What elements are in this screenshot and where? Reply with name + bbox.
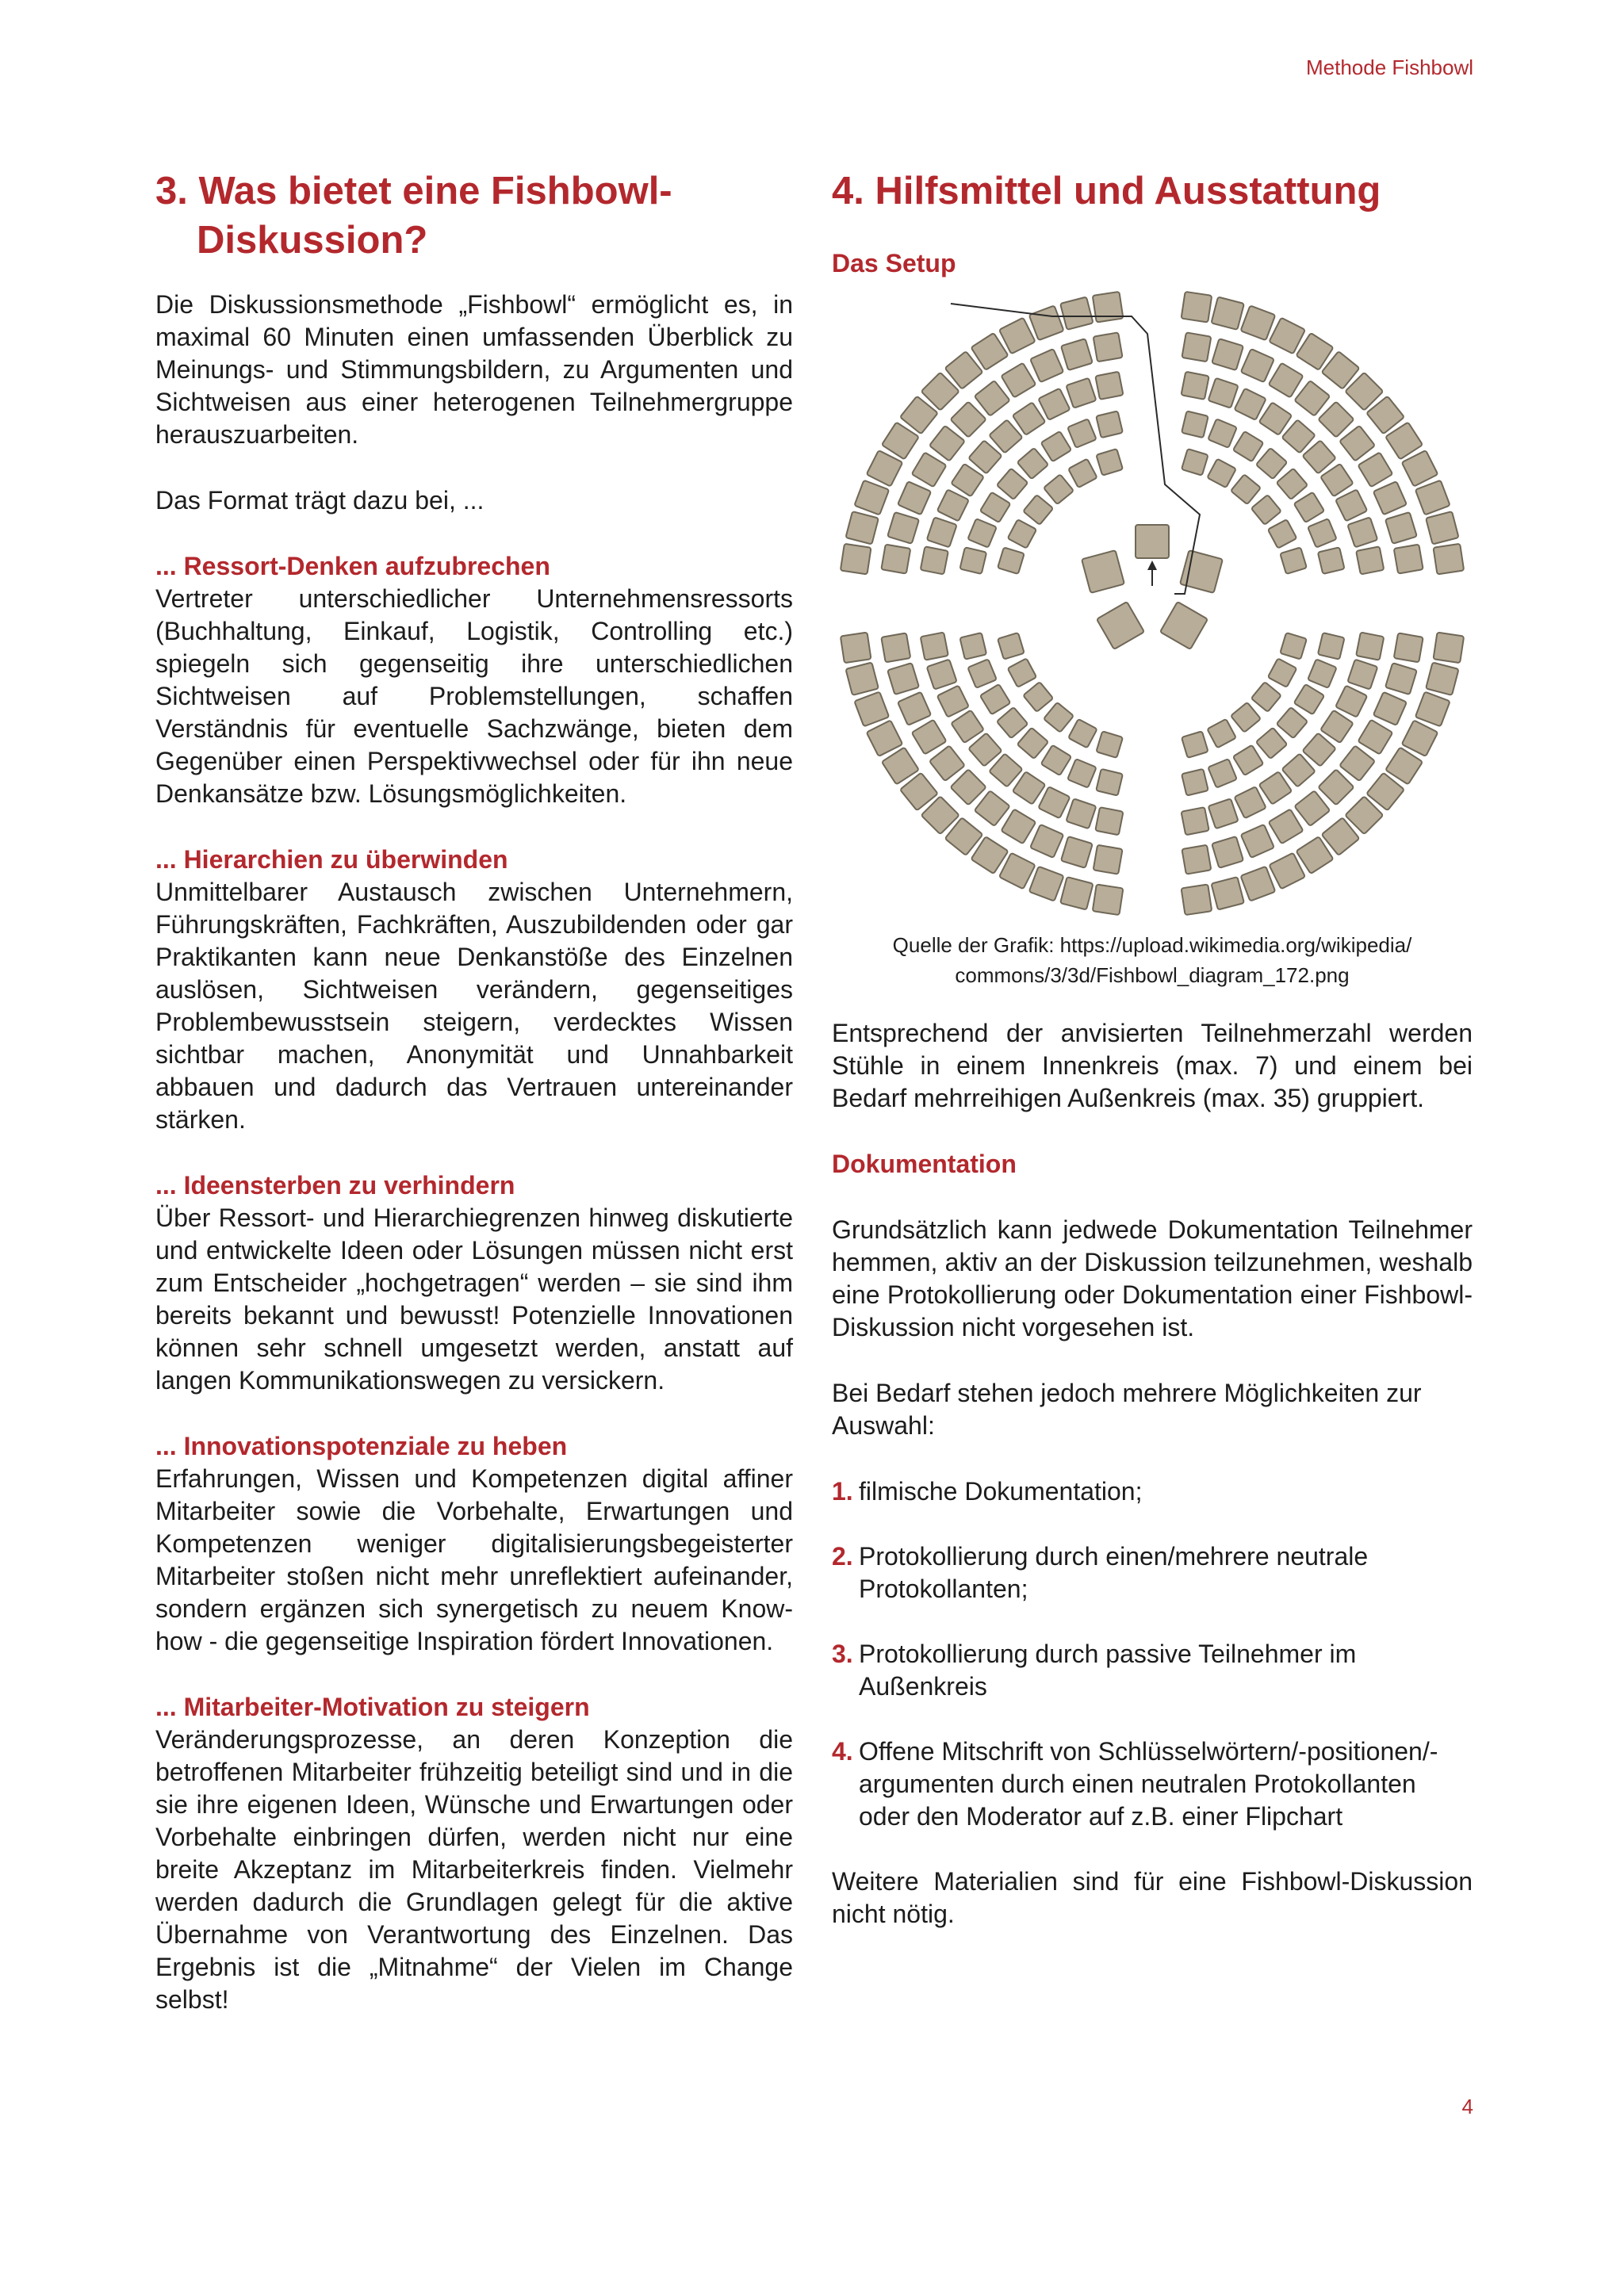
outer-chair [975, 381, 1010, 416]
running-header: Methode Fishbowl [1306, 55, 1473, 79]
outer-chair [959, 547, 986, 574]
outer-chair [1373, 692, 1407, 725]
outer-chair [1347, 660, 1377, 690]
documentation-paragraph-1: Grundsätzlich kann jedwede Dokumentation Teilnehmer hemmen, aktiv an der Diskussion teilzunehmen, weshalb eine Protokollierung oder Dokumentation einer Fishbowl-Diskussion nicht vorgesehen ist. [832, 1215, 1473, 1341]
outer-chair [1029, 305, 1064, 340]
outer-chair [1241, 349, 1274, 382]
outer-chair [1277, 707, 1308, 738]
outer-chair [951, 710, 984, 744]
benefit-text-5: Veränderungsprozesse, an deren Konzeption die betroffenen Mitarbeiter frühzeitig beteiligt sind und in die sie ihre eigenen Ideen, Wünsche und Erwartungen oder Vorbehalte einbringen dürfen, werden nicht nur eine breite Akzeptanz im Mitarbeiterkreis finden. Vielmehr werden dadurch die Grundlagen gelegt für die aktive Übernahme von Verantwortung des Einzelnen. Das Ergebnis ist die „Mitnahme“ der Vielen im Change selbst! [155, 1725, 793, 2014]
outer-chair [1233, 431, 1264, 462]
outer-chair [1415, 480, 1450, 515]
outer-chair [1358, 720, 1392, 755]
outer-chair [1030, 825, 1063, 858]
outer-chair [912, 452, 947, 487]
outer-chair [1182, 884, 1212, 915]
outer-chair [1001, 363, 1036, 398]
outer-chair [1029, 867, 1064, 901]
outer-chair [1182, 292, 1212, 323]
outer-chair [1095, 372, 1123, 400]
fishbowl-seating-diagram [832, 286, 1473, 920]
outer-chair [1280, 547, 1307, 574]
outer-chair [1044, 702, 1074, 733]
list-item-2 [832, 1540, 1473, 1605]
outer-chair [1268, 658, 1297, 687]
outer-chair [1308, 659, 1337, 688]
outer-chair [975, 790, 1010, 826]
outer-chair [1335, 489, 1367, 521]
outer-chair [1259, 771, 1293, 805]
outer-chair [921, 546, 948, 574]
outer-chair [1182, 411, 1208, 438]
outer-chair [1294, 684, 1325, 715]
outer-chair [1212, 836, 1243, 868]
outer-chair [1182, 769, 1208, 796]
outer-chair [967, 519, 997, 548]
list-text: filmische Dokumentation; [859, 1477, 1143, 1506]
outer-chair [1256, 448, 1287, 479]
outer-chair [1277, 469, 1308, 499]
caption-line-1: Quelle der Grafik: https://upload.wikimedia.org/wikipedia/ [892, 933, 1412, 957]
outer-chair [1241, 825, 1274, 858]
outer-chair [881, 633, 910, 662]
outer-chair [1067, 759, 1097, 788]
outer-chair [1041, 431, 1072, 462]
list-item-4 [832, 1735, 1473, 1833]
lead-paragraph: Das Format trägt dazu bei, ... [155, 486, 485, 515]
outer-chair [1060, 877, 1093, 909]
outer-chair [980, 684, 1011, 715]
outer-chair [1268, 519, 1297, 549]
outer-chair [927, 660, 957, 690]
inner-chair [1136, 525, 1169, 558]
outer-chair [1318, 401, 1354, 437]
outer-chair [1231, 474, 1261, 504]
outer-chair [1182, 845, 1211, 874]
outer-chair [1096, 769, 1123, 796]
outer-chair [1433, 544, 1464, 575]
outer-chair [841, 633, 871, 664]
outer-chair [1017, 728, 1048, 759]
outer-chair [980, 492, 1011, 523]
outer-chair [1030, 349, 1063, 382]
benefit-text-4: Erfahrungen, Wissen und Kompetenzen digital affiner Mitarbeiter sowie die Vorbehalte, Erwartungen und Kompetenzen weniger digitalisierungsbegeisterter Mitarbeiter stoßen nicht mehr unreflektiert aufeinander, sondern ergänzen sich synergetisch zu neuem Know-how - die gegenseitige Inspiration fördert Innovationen. [155, 1464, 793, 1655]
outer-chair [1182, 731, 1208, 758]
outer-chair [912, 720, 947, 755]
outer-chair [1294, 790, 1330, 826]
outer-chair [1207, 459, 1236, 488]
outer-chair [1008, 519, 1037, 549]
outer-chair [1339, 426, 1375, 461]
outer-chair [1259, 402, 1293, 435]
setup-title: Das Setup [832, 249, 956, 277]
outer-chair [1280, 633, 1307, 660]
list-number: 4. [832, 1737, 853, 1766]
page-number: 4 [1461, 2095, 1473, 2118]
outer-chair [1385, 663, 1417, 695]
inner-chair [1160, 602, 1208, 649]
outer-chair [898, 481, 931, 515]
outer-chair [1426, 511, 1458, 544]
outer-chair [1094, 845, 1123, 874]
outer-chair [1182, 332, 1211, 362]
outer-chair [1233, 745, 1264, 776]
right-column [832, 166, 1473, 1931]
list-number: 2. [832, 1542, 853, 1571]
outer-chair [841, 544, 871, 575]
outer-chair [1339, 745, 1375, 781]
outer-chair [887, 663, 919, 695]
outer-chair [1318, 633, 1345, 660]
outer-chair [967, 659, 997, 688]
outer-chair [1308, 519, 1337, 548]
outer-chair [1068, 459, 1097, 488]
outer-chair [997, 469, 1028, 499]
outer-chair [1385, 512, 1417, 544]
outer-chair [1181, 807, 1208, 835]
outer-chair [1318, 769, 1354, 805]
outer-chair [1231, 702, 1261, 733]
outer-chair [1318, 547, 1345, 574]
outer-chair [1066, 798, 1096, 828]
outer-chair [1095, 807, 1123, 835]
outer-chair [1240, 867, 1275, 901]
inner-chair [1097, 602, 1144, 649]
outer-chair [1023, 682, 1053, 712]
outer-chair [1269, 363, 1304, 398]
outer-chair [950, 769, 986, 805]
outer-chair [1096, 449, 1123, 476]
outer-chair [998, 633, 1025, 660]
outer-chair [1061, 339, 1093, 370]
outer-chair [881, 545, 910, 574]
outer-chair [854, 691, 889, 726]
outer-chair [1017, 448, 1048, 479]
outer-chair [950, 401, 986, 437]
outer-chair [1294, 381, 1330, 416]
outer-chair [1235, 388, 1266, 420]
outer-chair [1208, 759, 1237, 788]
outer-chair [937, 489, 969, 521]
outer-chair [1256, 728, 1287, 759]
outer-chair [1013, 771, 1046, 805]
outer-chair [1211, 877, 1243, 909]
outer-chair [1038, 786, 1070, 818]
outer-chair [937, 686, 969, 718]
closing-paragraph: Weitere Materialien sind für eine Fishbowl-Diskussion nicht nötig. [832, 1867, 1473, 1928]
outer-chair [854, 480, 889, 515]
outer-chair [1356, 632, 1384, 660]
intro-paragraph: Die Diskussionsmethode „Fishbowl“ ermöglicht es, in maximal 60 Minuten einen umfassenden Überblick zu Meinungs- und Stimmungsbildern, zu Argumenten und Sichtweisen aus einer heterogenen Teilnehmergruppe herauszuarbeiten. [155, 290, 793, 449]
benefit-text-2: Unmittelbarer Austausch zwischen Unternehmern, Führungskräften, Fachkräften, Auszubildenden oder gar Praktikanten kann neue Denkanstöße des Einzelnen auslösen, Sichtweisen verändern, gegenseitiges Problembewusstsein steigern, verdecktes Wissen sichtbar machen, Anonymität und Unnahbarkeit abbauen und dadurch das Vertrauen untereinander stärken. [155, 878, 793, 1134]
benefit-title-3: ... Ideensterben zu verhindern [155, 1171, 515, 1200]
outer-chair [1044, 474, 1074, 504]
caption-line-2: commons/3/3d/Fishbowl_diagram_172.png [955, 963, 1350, 987]
list-number: 1. [832, 1477, 853, 1506]
list-text: Offene Mitschrift von Schlüsselwörtern/-positionen/-argumenten durch einen neutralen Protokollanten oder den Moderator auf z.B. einer Flipchart [859, 1737, 1438, 1831]
outer-chair [1001, 809, 1036, 844]
outer-chair [1060, 297, 1093, 329]
outer-chair [1093, 884, 1124, 915]
outer-chair [898, 692, 931, 725]
outer-chair [1426, 662, 1458, 695]
benefit-title-2: ... Hierarchien zu überwinden [155, 845, 508, 874]
outer-chair [1251, 682, 1281, 712]
outer-chair [1038, 388, 1070, 420]
outer-chair [1394, 545, 1423, 574]
outer-chair [887, 512, 919, 544]
outer-chair [1358, 452, 1392, 487]
outer-chair [1067, 419, 1097, 448]
fishbowl-diagram-svg [832, 286, 1473, 920]
outer-chair [1394, 633, 1423, 662]
benefit-title-4: ... Innovationspotenziale zu heben [155, 1432, 568, 1460]
list-text: Protokollierung durch passive Teilnehmer im Außenkreis [859, 1640, 1357, 1701]
outer-chair [1347, 517, 1377, 547]
outer-chair [845, 511, 878, 544]
outer-chair [1096, 731, 1123, 758]
outer-chair [927, 517, 957, 547]
outer-chair [1240, 305, 1275, 340]
outer-chair [1041, 745, 1072, 776]
outer-chair [1415, 691, 1450, 726]
outer-chair [1013, 402, 1046, 435]
benefit-title-5: ... Mitarbeiter-Motivation zu steigern [155, 1693, 590, 1721]
list-text: Protokollierung durch einen/mehrere neutrale Protokollanten; [859, 1542, 1369, 1603]
outer-chair [1181, 372, 1208, 400]
outer-chair [1182, 449, 1208, 476]
figure-caption [832, 930, 1473, 990]
outer-chair [1212, 339, 1243, 370]
outer-chair [1008, 658, 1037, 687]
outer-chair [1061, 836, 1093, 868]
outer-chair [1023, 495, 1053, 525]
outer-chair [1208, 378, 1239, 408]
outer-chair [1335, 686, 1367, 718]
outer-chair [1096, 411, 1123, 438]
outer-chair [921, 632, 948, 660]
outer-chair [1208, 419, 1237, 448]
outer-chair [1066, 378, 1096, 408]
outer-chair [959, 633, 986, 660]
outer-chair [1235, 786, 1266, 818]
outer-chair [929, 745, 965, 781]
outer-chair [929, 426, 965, 461]
outer-chair [1320, 710, 1354, 744]
outer-chair [1207, 719, 1236, 748]
outer-chair [1356, 546, 1384, 574]
benefit-text-1: Vertreter unterschiedlicher Unternehmensressorts (Buchhaltung, Einkauf, Logistik, Controlling etc.) spiegeln sich gegenseitig ihre unterschiedlichen Sichtweisen auf Problemstellungen, schaffen Verständnis für eventuelle Sachzwänge, bieten dem Gegenüber einen Perspektivwechsel oder für ihn neue Denkansätze bzw. Lösungsmöglichkeiten. [155, 584, 793, 808]
outer-chair [845, 662, 878, 695]
list-item-3 [832, 1638, 1473, 1703]
outer-chair [951, 464, 984, 497]
outer-chair [1269, 809, 1304, 844]
outer-chair [1208, 798, 1239, 828]
list-number: 3. [832, 1640, 853, 1668]
inner-chair [1082, 550, 1124, 593]
setup-paragraph: Entsprechend der anvisierten Teilnehmerzahl werden Stühle in einem Innenkreis (max. 7) und einem bei Bedarf mehrreihigen Außenkreis (max. 35) gruppiert. [832, 1019, 1473, 1112]
outer-chair [1094, 332, 1123, 362]
outer-chair [1251, 495, 1281, 525]
outer-chair [1211, 297, 1243, 329]
outer-chair [1093, 292, 1124, 323]
section-4-heading: 4. Hilfsmittel und Ausstattung [832, 170, 1381, 212]
outer-chair [1320, 464, 1354, 497]
arrow-head-icon [1147, 561, 1157, 570]
benefit-title-1: ... Ressort-Denken aufzubrechen [155, 552, 550, 580]
outer-chair [997, 707, 1028, 738]
documentation-paragraph-2: Bei Bedarf stehen jedoch mehrere Möglichkeiten zur Auswahl: [832, 1379, 1422, 1440]
left-column [155, 166, 793, 2016]
outer-chair [1068, 719, 1097, 748]
section-3-heading: 3. Was bietet eine Fishbowl-Diskussion? [155, 170, 672, 262]
outer-chair [1294, 492, 1325, 523]
outer-chair [998, 547, 1025, 574]
outer-chair [1373, 481, 1407, 515]
documentation-title: Dokumentation [832, 1150, 1017, 1178]
benefit-text-3: Über Ressort- und Hierarchiegrenzen hinweg diskutierte und entwickelte Ideen oder Lösungen müssen nicht erst zum Entscheider „hochgetragen“ werden – sie sind ihm bereits bekannt und bewusst! Potenzielle Innovationen können sehr schnell umgesetzt werden, anstatt auf langen Kommunikationswegen zu versickern. [155, 1203, 793, 1395]
outer-chair [1433, 633, 1464, 664]
list-item-1 [832, 1475, 1473, 1508]
